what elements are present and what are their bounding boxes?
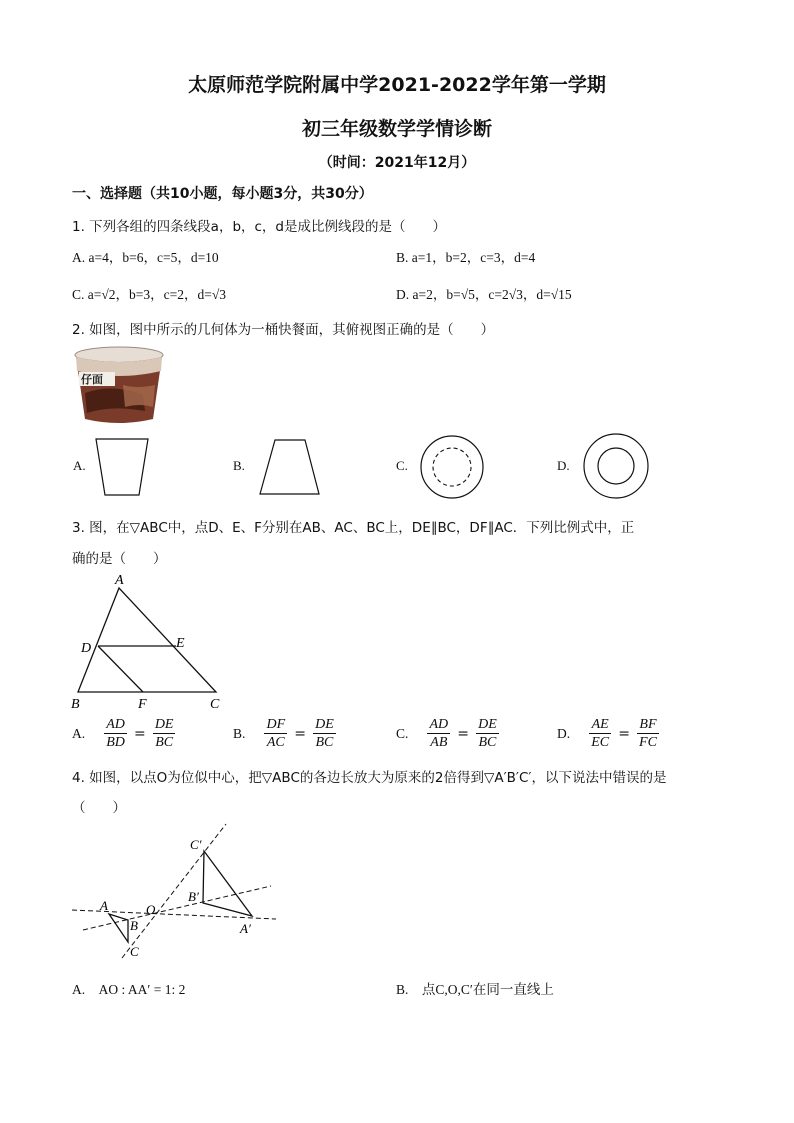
q2-option-b-label: B. bbox=[233, 458, 245, 473]
triangle-abc bbox=[109, 914, 128, 942]
section-heading: 一、选择题（共10小题，每小题3分，共30分） bbox=[72, 186, 373, 202]
trapezoid-upright bbox=[260, 440, 319, 494]
q3-option-c: C. $\frac{AD}{AB}$ = $\frac{DE}{BC}$ bbox=[396, 717, 497, 750]
point-c-label: C bbox=[210, 697, 220, 712]
q3-b-frac1: $\frac{DF}{AC}$ bbox=[266, 717, 286, 750]
point-f-label: F bbox=[138, 697, 147, 712]
point-c-label: C bbox=[130, 944, 139, 959]
q4-option-a: A. AO : AA′ = 1: 2 bbox=[72, 982, 186, 997]
point-a-label: A bbox=[115, 573, 124, 588]
q3-option-b: B. $\frac{DF}{AC}$ = $\frac{DE}{BC}$ bbox=[233, 717, 334, 750]
point-c2-label: C′ bbox=[190, 837, 202, 852]
q3-option-a-label: A. bbox=[72, 726, 86, 741]
q2-option-a-label: A. bbox=[73, 458, 86, 473]
exam-subtitle: 初三年级数学学情诊断 bbox=[301, 118, 492, 140]
inner-solid-circle bbox=[598, 448, 634, 484]
q3-b-frac2: $\frac{DE}{BC}$ bbox=[315, 717, 334, 750]
q3-c-frac2: $\frac{DE}{BC}$ bbox=[478, 717, 497, 750]
q2-option-b-figure bbox=[255, 436, 325, 498]
q1-stem: 1. 下列各组的四条线段a，b，c，d是成比例线段的是（ ） bbox=[72, 219, 447, 235]
triangle-a2b2c2 bbox=[203, 851, 252, 916]
q3-d-frac1: $\frac{AE}{EC}$ bbox=[591, 717, 610, 750]
q3-a-frac2: $\frac{DE}{BC}$ bbox=[154, 717, 174, 750]
q2-stem: 2. 如图，图中所示的几何体为一桶快餐面，其俯视图正确的是（ ） bbox=[72, 322, 495, 338]
point-a-label: A bbox=[100, 898, 108, 913]
point-d-label: D bbox=[81, 641, 92, 656]
q3-option-b-label: B. bbox=[233, 726, 246, 741]
triangle-abc bbox=[78, 588, 216, 692]
segment-df bbox=[98, 646, 143, 692]
trapezoid-inverted bbox=[96, 439, 148, 495]
outer-circle bbox=[421, 436, 483, 498]
q3-triangle-figure bbox=[66, 570, 236, 712]
q4-homothety-figure bbox=[66, 818, 286, 968]
q1-option-a: A. a=4，b=6，c=5，d=10 bbox=[72, 250, 219, 265]
line-c-c2 bbox=[122, 824, 226, 958]
point-e-label: E bbox=[176, 636, 185, 651]
inner-dashed-circle bbox=[433, 448, 471, 486]
q2-option-c-figure bbox=[418, 433, 486, 501]
exam-time: （时间：2021年12月） bbox=[318, 155, 476, 171]
q2-option-a-figure bbox=[92, 436, 154, 498]
q3-a-frac1: $\frac{AD}{BD}$ bbox=[106, 717, 125, 750]
cup-print-2 bbox=[123, 385, 155, 407]
outer-circle bbox=[584, 434, 648, 498]
q3-option-a: A. $\frac{AD}{BD}$ = $\frac{DE}{BC}$ bbox=[72, 717, 174, 750]
q1-option-c: C. a=√2，b=3，c=2，d=√3 bbox=[72, 287, 227, 302]
q4-option-b: B. 点C,O,C′在同一直线上 bbox=[396, 982, 554, 997]
exam-title: 太原师范学院附属中学2021-2022学年第一学期 bbox=[188, 74, 606, 96]
point-b2-label: B′ bbox=[188, 889, 199, 904]
q3-c-frac1: $\frac{AD}{AB}$ bbox=[429, 717, 449, 750]
point-a2-label: A′ bbox=[240, 921, 251, 936]
q3-d-frac2: $\frac{BF}{FC}$ bbox=[639, 717, 657, 750]
point-o-label: O bbox=[146, 902, 156, 917]
q3-stem-line2: 确的是（ ） bbox=[72, 551, 167, 567]
noodle-cup-image bbox=[73, 345, 165, 425]
q2-option-d-figure bbox=[581, 431, 651, 501]
q3-stem-line1: 3. 图，在▽ABC中，点D、E、F分别在AB、AC、BC上，DE∥BC，DF∥AC．下列比例式中，正 bbox=[72, 520, 635, 536]
q1-option-b: B. a=1，b=2，c=3，d=4 bbox=[396, 250, 536, 265]
q1-option-d: D. a=2，b=√5，c=2√3，d=√15 bbox=[396, 287, 572, 302]
q3-option-d-label: D. bbox=[557, 726, 571, 741]
q4-stem-line2: （ ） bbox=[72, 800, 126, 816]
q4-stem-line1: 4. 如图，以点O为位似中心，把▽ABC的各边长放大为原来的2倍得到▽A′B′C′，以下说法中错误的是 bbox=[72, 770, 667, 786]
point-b-label: B bbox=[71, 697, 80, 712]
point-b-label: B bbox=[130, 918, 138, 933]
cup-label-text: 仔面 bbox=[81, 374, 103, 386]
q2-option-c-label: C. bbox=[396, 458, 408, 473]
q3-option-c-label: C. bbox=[396, 726, 409, 741]
q3-option-d: D. $\frac{AE}{EC}$ = $\frac{BF}{FC}$ bbox=[557, 717, 657, 750]
q2-option-d-label: D. bbox=[557, 458, 570, 473]
